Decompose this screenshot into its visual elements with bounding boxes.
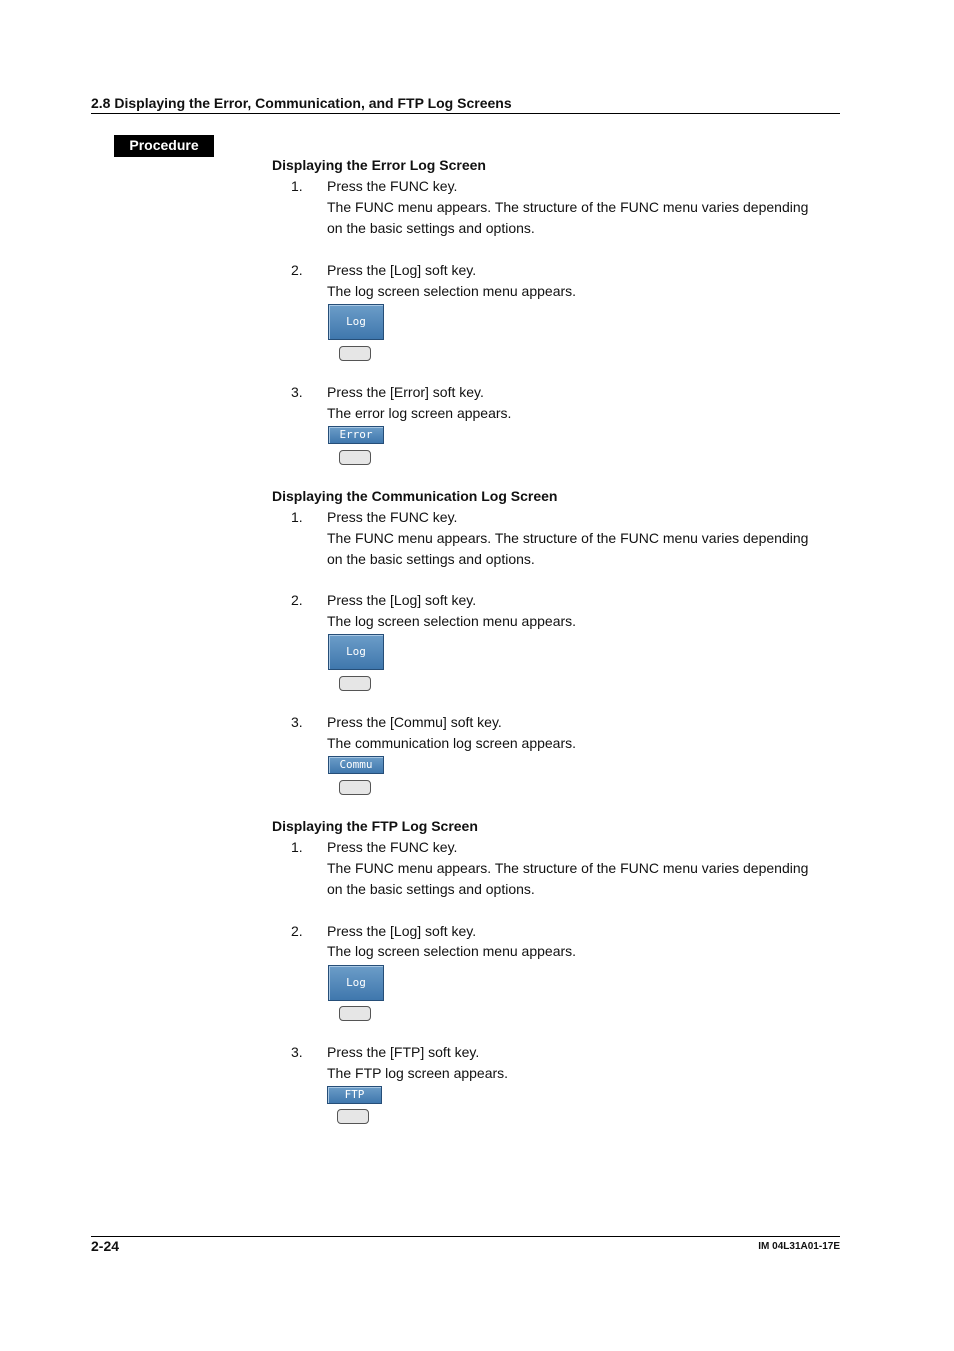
step-number: 3. — [291, 384, 303, 400]
error-softkey[interactable]: Error — [328, 426, 384, 444]
step-action: Press the FUNC key. — [327, 509, 458, 525]
step-action: Press the [FTP] soft key. — [327, 1044, 480, 1060]
step-result: The FUNC menu appears. The structure of the FUNC menu varies depending — [327, 199, 809, 215]
hardware-key-icon[interactable] — [339, 676, 371, 691]
step-number: 1. — [291, 839, 303, 855]
section-title-communication-log: Displaying the Communication Log Screen — [272, 488, 558, 504]
hardware-key-icon[interactable] — [339, 346, 371, 361]
commu-softkey[interactable]: Commu — [328, 756, 384, 774]
step-result: The log screen selection menu appears. — [327, 943, 577, 959]
step-action: Press the [Log] soft key. — [327, 592, 477, 608]
step-action: Press the [Error] soft key. — [327, 384, 484, 400]
step-result: The log screen selection menu appears. — [327, 613, 577, 629]
step-number: 2. — [291, 262, 303, 278]
section-title-ftp-log: Displaying the FTP Log Screen — [272, 818, 478, 834]
section-header: 2.8 Displaying the Error, Communication, and FTP Log Screens — [91, 95, 840, 114]
step-result-continued: on the basic settings and options. — [327, 551, 535, 567]
footer-rule — [91, 1236, 840, 1237]
ftp-softkey[interactable]: FTP — [327, 1086, 382, 1104]
section-title-error-log: Displaying the Error Log Screen — [272, 157, 486, 173]
step-result-continued: on the basic settings and options. — [327, 881, 535, 897]
log-softkey[interactable]: Log — [328, 304, 384, 340]
step-action: Press the [Log] soft key. — [327, 923, 477, 939]
procedure-badge: Procedure — [114, 135, 214, 157]
document-id: IM 04L31A01-17E — [758, 1241, 840, 1252]
hardware-key-icon[interactable] — [339, 780, 371, 795]
log-softkey[interactable]: Log — [328, 634, 384, 670]
hardware-key-icon[interactable] — [339, 450, 371, 465]
hardware-key-icon[interactable] — [339, 1006, 371, 1021]
step-result: The error log screen appears. — [327, 405, 512, 421]
step-action: Press the [Commu] soft key. — [327, 714, 502, 730]
log-softkey[interactable]: Log — [328, 965, 384, 1001]
page-number: 2-24 — [91, 1238, 120, 1254]
step-number: 3. — [291, 1044, 303, 1060]
step-action: Press the FUNC key. — [327, 839, 458, 855]
step-result: The FUNC menu appears. The structure of the FUNC menu varies depending — [327, 530, 809, 546]
step-number: 3. — [291, 714, 303, 730]
step-number: 1. — [291, 178, 303, 194]
step-result: The log screen selection menu appears. — [327, 283, 577, 299]
step-result: The FTP log screen appears. — [327, 1065, 509, 1081]
hardware-key-icon[interactable] — [337, 1109, 369, 1124]
step-number: 2. — [291, 923, 303, 939]
step-action: Press the FUNC key. — [327, 178, 458, 194]
step-number: 1. — [291, 509, 303, 525]
step-number: 2. — [291, 592, 303, 608]
step-action: Press the [Log] soft key. — [327, 262, 477, 278]
step-result-continued: on the basic settings and options. — [327, 220, 535, 236]
step-result: The FUNC menu appears. The structure of the FUNC menu varies depending — [327, 860, 809, 876]
step-result: The communication log screen appears. — [327, 735, 577, 751]
